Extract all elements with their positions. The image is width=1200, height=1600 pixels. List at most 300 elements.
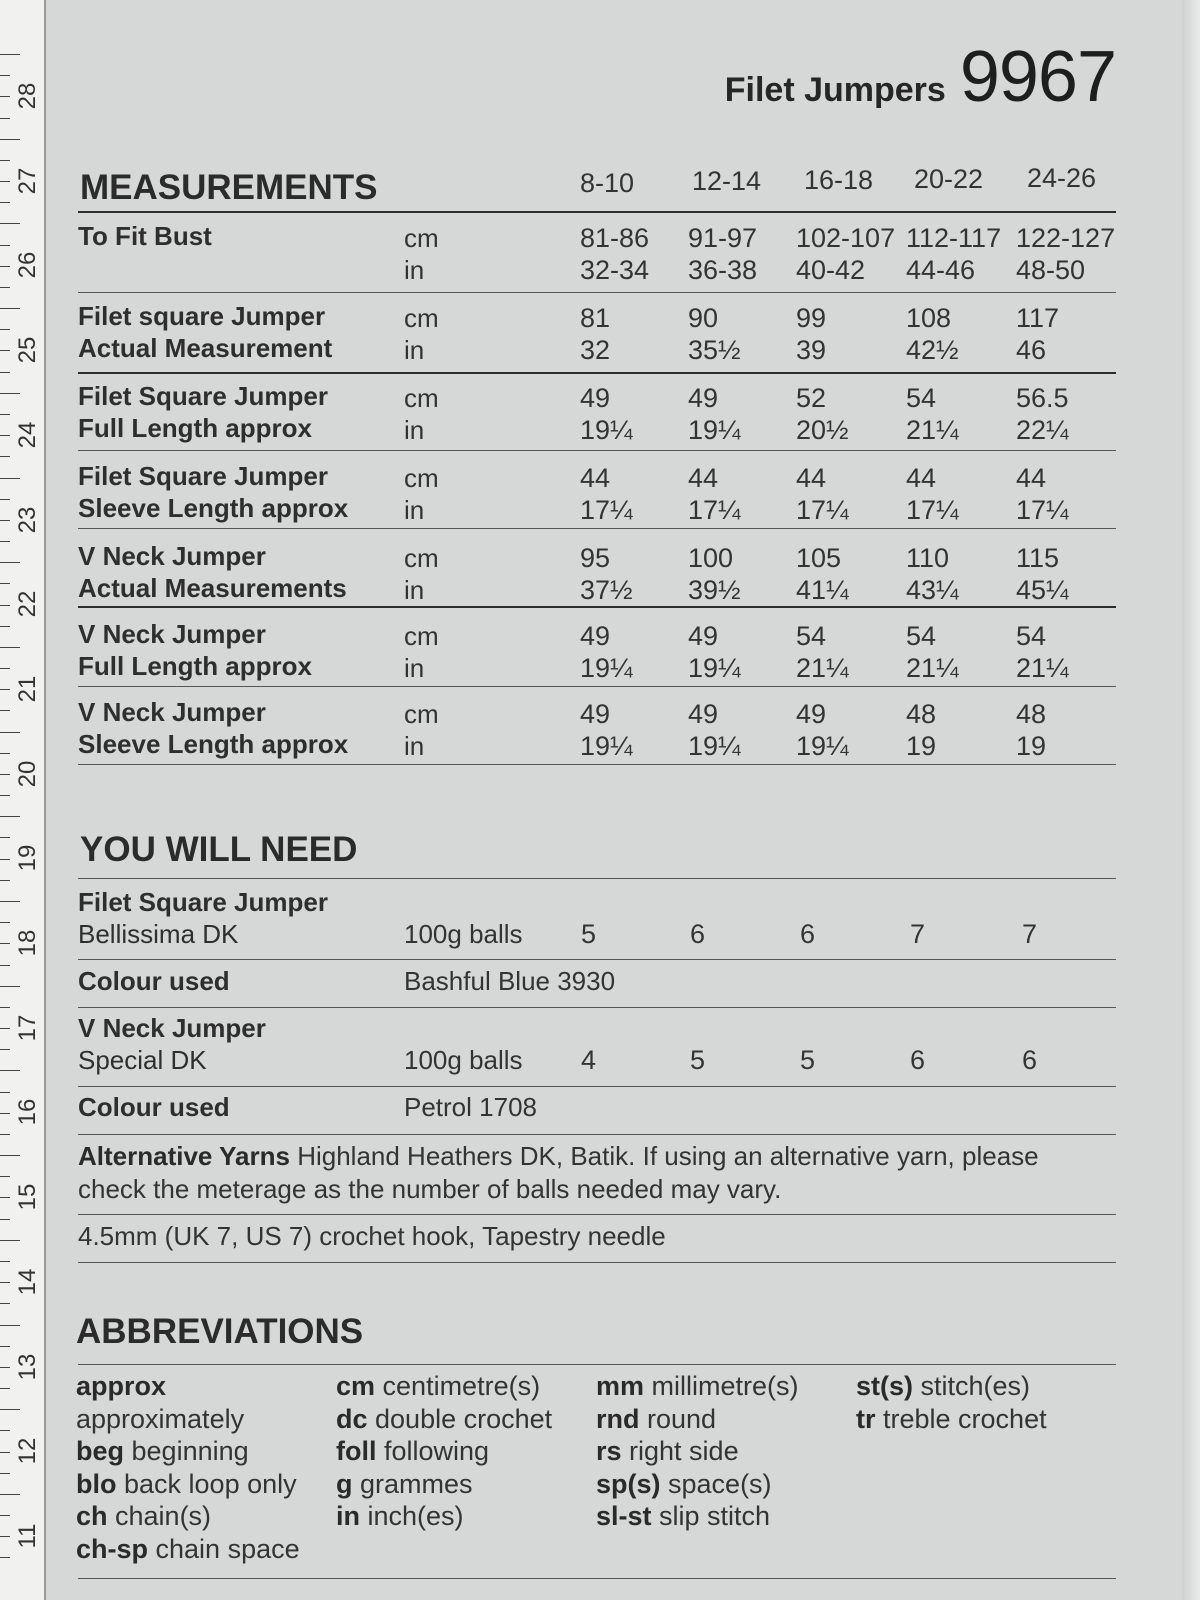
- ruler-tick: [0, 1092, 10, 1093]
- value-in: 19: [906, 731, 937, 761]
- divider: [78, 528, 1116, 529]
- value-in: 17¼: [688, 495, 741, 525]
- ruler-tick: [0, 1409, 20, 1410]
- yarn-name: Special DK: [78, 1045, 207, 1075]
- value-in: 19¼: [688, 415, 741, 445]
- value-cm: 49: [580, 699, 611, 729]
- ruler-number: 21: [14, 675, 41, 703]
- value-cm: 48: [906, 699, 937, 729]
- ruler-tick: [0, 160, 10, 161]
- value-in: 43¼: [906, 575, 959, 605]
- ruler-tick: [0, 1070, 20, 1071]
- abbreviation-item: [336, 1500, 552, 1533]
- unit-label: in: [404, 495, 425, 525]
- ruler-number: 18: [14, 929, 41, 957]
- abbreviation-meaning: chain space: [148, 1533, 300, 1564]
- ruler-tick: [0, 181, 10, 182]
- ruler-tick: [0, 647, 20, 648]
- value-cm: 54: [906, 621, 937, 651]
- abbreviation-meaning: approximately: [76, 1403, 245, 1434]
- measurement-row: [78, 220, 1116, 286]
- abbreviation-meaning: centimetre(s): [375, 1371, 541, 1401]
- value-in: 19¼: [580, 731, 633, 761]
- abbreviation-key: in: [336, 1501, 360, 1531]
- abbreviation-key: sl-st: [596, 1501, 652, 1531]
- abbreviation-key: tr: [856, 1403, 876, 1434]
- value-in: 48-50: [1016, 255, 1086, 285]
- unit-label: cm: [404, 303, 439, 333]
- value-in: 20½: [796, 415, 849, 445]
- abbreviation-item: [76, 1403, 300, 1436]
- page-edge: [1182, 0, 1200, 1600]
- ruler-tick: [0, 1282, 10, 1283]
- value-in: 46: [1016, 335, 1047, 365]
- value-cm: 44: [580, 463, 611, 493]
- value-in: 22¼: [1016, 415, 1069, 445]
- unit-label: cm: [404, 463, 439, 493]
- ruler-tick: [0, 1557, 10, 1558]
- value-cm: 54: [906, 383, 937, 413]
- ruler-number: 17: [14, 1014, 41, 1042]
- abbreviation-meaning: inch(es): [360, 1501, 464, 1531]
- value-in: 42½: [906, 335, 959, 365]
- value-in: 40-42: [796, 255, 866, 285]
- unit-label: cm: [404, 223, 439, 253]
- value-in: 37½: [580, 575, 633, 605]
- ball-count: 5: [581, 919, 597, 949]
- ruler-tick: [0, 753, 10, 754]
- divider: [78, 1007, 1116, 1008]
- ruler-tick: [0, 245, 10, 246]
- divider: [78, 959, 1116, 960]
- ruler-tick: [0, 1134, 10, 1135]
- abbreviation-key: ch: [76, 1501, 108, 1531]
- measurements-heading: MEASUREMENTS: [80, 168, 378, 207]
- abbreviation-key: mm: [596, 1371, 645, 1401]
- ruler-tick: [0, 1367, 10, 1368]
- size-header: 24-26: [1027, 163, 1097, 193]
- unit-label: in: [404, 415, 425, 445]
- ruler-tick: [0, 329, 10, 330]
- value-cm: 49: [796, 699, 827, 729]
- abbreviation-item: [856, 1403, 1047, 1436]
- ruler-tick: [0, 1452, 10, 1453]
- value-in: 19¼: [580, 415, 633, 445]
- abbreviation-key: approx: [76, 1371, 167, 1401]
- ruler-tick: [0, 393, 20, 394]
- value-cm: 44: [796, 463, 827, 493]
- value-cm: 49: [688, 699, 719, 729]
- measurement-row: [78, 380, 1116, 446]
- divider: [78, 1086, 1116, 1087]
- value-cm: 115: [1016, 543, 1060, 573]
- divider: [78, 764, 1116, 765]
- ruler-tick: [0, 1176, 10, 1177]
- value-cm: 52: [796, 383, 827, 413]
- abbreviations-column: [596, 1370, 799, 1533]
- divider: [78, 1214, 1116, 1215]
- value-cm: 48: [1016, 699, 1047, 729]
- abbreviations-heading: ABBREVIATIONS: [76, 1312, 364, 1351]
- ball-count: 7: [1022, 919, 1038, 949]
- colour-value: Petrol 1708: [404, 1092, 537, 1122]
- value-in: 44-46: [906, 255, 976, 285]
- ruler-tick: [0, 795, 10, 796]
- abbreviation-item: [596, 1435, 799, 1468]
- ruler-tick: [0, 626, 10, 627]
- abbreviation-item: [76, 1435, 300, 1468]
- ruler-tick: [0, 75, 10, 76]
- ruler-tick: [0, 202, 10, 203]
- ruler-tick: [0, 922, 10, 923]
- abbreviations-column: [336, 1370, 552, 1533]
- row-label: V Neck Jumper: [78, 697, 266, 727]
- ruler-tick: [0, 837, 10, 838]
- ruler-tick: [0, 732, 20, 733]
- unit-label: in: [404, 335, 425, 365]
- measurement-row: [78, 540, 1116, 606]
- row-label: Sleeve Length approx: [78, 493, 349, 523]
- abbreviation-meaning: following: [376, 1436, 490, 1466]
- yarn-name: Bellissima DK: [78, 919, 239, 949]
- value-cm: 49: [688, 383, 719, 413]
- ruler-number: 26: [14, 252, 41, 279]
- you-will-need-heading: YOU WILL NEED: [80, 830, 358, 869]
- ruler-tick: [0, 668, 10, 669]
- yarn-title: Filet Square Jumper: [78, 887, 328, 917]
- ruler-tick: [0, 520, 10, 521]
- value-cm: 117: [1016, 303, 1060, 333]
- ball-count: 5: [690, 1045, 706, 1075]
- ruler-tick: [0, 139, 20, 140]
- divider: [78, 1578, 1116, 1579]
- abbreviation-item: [336, 1468, 552, 1501]
- abbreviation-item: [76, 1370, 300, 1403]
- unit-label: in: [404, 575, 425, 605]
- ruler-tick: [0, 541, 10, 542]
- ruler-tick: [0, 986, 20, 987]
- row-label: Full Length approx: [78, 413, 312, 443]
- ball-count: 7: [910, 919, 926, 949]
- ruler-tick: [0, 1303, 10, 1304]
- pattern-name: Filet Jumpers: [724, 71, 946, 109]
- ball-count: 6: [910, 1045, 926, 1075]
- value-in: 19¼: [580, 653, 633, 683]
- value-in: 21¼: [906, 415, 959, 445]
- ruler-tick: [0, 1515, 10, 1516]
- ruler-tick: [0, 456, 10, 457]
- yarn-row-filet: [78, 886, 1116, 956]
- abbreviation-item: [336, 1435, 552, 1468]
- value-cm: 49: [580, 621, 611, 651]
- ruler-number: 27: [14, 167, 41, 195]
- value-cm: 99: [796, 303, 827, 333]
- divider: [78, 450, 1116, 451]
- abbreviation-meaning: stitch(es): [913, 1371, 1031, 1401]
- value-cm: 56.5: [1016, 383, 1069, 413]
- ruler-number: 24: [14, 421, 41, 449]
- ruler-tick: [0, 583, 10, 584]
- abbreviation-meaning: chain(s): [107, 1501, 212, 1531]
- ruler-tick: [0, 859, 10, 860]
- row-label: Sleeve Length approx: [78, 729, 349, 759]
- unit-label: in: [404, 653, 425, 683]
- value-cm: 49: [688, 621, 719, 651]
- value-in: 17¼: [906, 495, 959, 525]
- ruler-tick: [0, 880, 10, 881]
- yarn-unit: 100g balls: [404, 919, 523, 949]
- ruler-tick: [0, 1240, 20, 1241]
- value-in: 32: [580, 335, 611, 365]
- ruler-tick: [0, 54, 20, 55]
- ruler-tick: [0, 1007, 10, 1008]
- ruler-tick: [0, 774, 10, 775]
- page-title: [725, 36, 1116, 118]
- abbreviations-column: [76, 1370, 300, 1565]
- ruler-tick: [0, 1197, 10, 1198]
- ruler-number: 11: [14, 1523, 41, 1549]
- value-cm: 54: [796, 621, 827, 651]
- row-label: V Neck Jumper: [78, 619, 266, 649]
- abbreviation-meaning: slip stitch: [651, 1501, 771, 1531]
- value-in: 17¼: [796, 495, 849, 525]
- ruler-tick: [0, 1261, 10, 1262]
- measurement-row: [78, 460, 1116, 526]
- abbreviation-item: [336, 1403, 552, 1436]
- ruler-number: 15: [14, 1183, 41, 1211]
- ruler-tick: [0, 1430, 10, 1431]
- divider: [78, 1364, 1116, 1365]
- value-cm: 44: [906, 463, 937, 493]
- measurement-row: [78, 696, 1116, 762]
- ruler-number: 22: [14, 590, 41, 618]
- ruler-strip: [0, 0, 46, 1600]
- row-label: Filet Square Jumper: [78, 381, 328, 411]
- abbreviation-key: rs: [596, 1436, 622, 1466]
- ruler-tick: [0, 287, 10, 288]
- value-cm: 102-107: [796, 223, 896, 253]
- unit-label: cm: [404, 621, 439, 651]
- abbreviation-meaning: treble crochet: [875, 1403, 1047, 1434]
- divider: [78, 1134, 1116, 1135]
- ruler-tick: [0, 96, 10, 97]
- pattern-sheet: [44, 0, 1182, 1600]
- alt-yarns-text: Highland Heathers DK, Batik. If using an alternative yarn, please: [297, 1141, 1039, 1171]
- colour-value: Bashful Blue 3930: [404, 966, 616, 996]
- abbreviation-meaning: double crochet: [367, 1403, 553, 1434]
- value-in: 17¼: [580, 495, 633, 525]
- abbreviation-meaning: right side: [621, 1436, 739, 1466]
- abbreviation-key: beg: [76, 1436, 125, 1466]
- abbreviation-meaning: millimetre(s): [644, 1371, 799, 1401]
- ruler-number: 20: [14, 760, 41, 787]
- value-in: 21¼: [796, 653, 849, 683]
- value-in: 39½: [688, 575, 741, 605]
- unit-label: cm: [404, 699, 439, 729]
- ruler-tick: [0, 308, 20, 309]
- value-cm: 81: [580, 303, 611, 333]
- yarn-title: V Neck Jumper: [78, 1013, 266, 1043]
- value-cm: 122-127: [1016, 223, 1116, 253]
- ruler-tick: [0, 943, 10, 944]
- abbreviation-meaning: grammes: [352, 1468, 473, 1499]
- value-in: 19¼: [688, 653, 741, 683]
- value-in: 19¼: [796, 731, 849, 761]
- value-cm: 100: [688, 543, 734, 573]
- value-in: 17¼: [1016, 495, 1069, 525]
- measurement-row: [78, 618, 1116, 684]
- ruler-tick: [0, 901, 20, 902]
- value-cm: 44: [688, 463, 719, 493]
- abbreviation-meaning: space(s): [660, 1468, 772, 1499]
- ruler-tick: [0, 1028, 10, 1029]
- value-in: 45¼: [1016, 575, 1069, 605]
- ruler-number: 25: [14, 336, 41, 364]
- size-header: 8-10: [580, 168, 635, 198]
- colour-row-filet: [78, 965, 1116, 1005]
- value-cm: 44: [1016, 463, 1047, 493]
- row-label: Actual Measurements: [78, 573, 347, 603]
- ruler-tick: [0, 1346, 10, 1347]
- value-cm: 105: [796, 543, 842, 573]
- value-in: 19: [1016, 731, 1047, 761]
- abbreviation-key: cm: [336, 1371, 376, 1401]
- row-label: Filet square Jumper: [78, 301, 326, 331]
- row-label: Filet Square Jumper: [78, 461, 328, 491]
- ruler-number: 12: [14, 1437, 41, 1465]
- ruler-tick: [0, 605, 10, 606]
- ruler-tick: [0, 1219, 10, 1220]
- divider: [78, 686, 1116, 687]
- ruler-number: 28: [14, 82, 41, 110]
- alternative-yarns: [78, 1140, 1116, 1206]
- unit-label: in: [404, 731, 425, 761]
- abbreviation-item: [336, 1370, 552, 1403]
- ruler-tick: [0, 350, 10, 351]
- value-cm: 90: [688, 303, 719, 333]
- unit-label: in: [404, 255, 425, 285]
- abbreviation-key: ch-sp: [76, 1533, 149, 1564]
- ruler-tick: [0, 710, 10, 711]
- value-cm: 95: [580, 543, 611, 573]
- divider: [78, 878, 1116, 879]
- value-cm: 49: [580, 383, 611, 413]
- ruler-tick: [0, 816, 20, 817]
- abbreviation-item: [76, 1500, 300, 1533]
- value-in: 39: [796, 335, 827, 365]
- pattern-number: 9967: [959, 37, 1116, 117]
- value-cm: 91-97: [688, 223, 758, 253]
- size-header: 12-14: [692, 166, 762, 196]
- ruler-tick: [0, 435, 10, 436]
- abbreviation-key: dc: [336, 1403, 368, 1434]
- value-in: 19¼: [688, 731, 741, 761]
- unit-label: cm: [404, 383, 439, 413]
- abbreviation-key: foll: [336, 1436, 377, 1466]
- abbreviation-key: sp(s): [596, 1468, 661, 1499]
- ruler-tick: [0, 1325, 20, 1326]
- abbreviation-item: [596, 1468, 799, 1501]
- value-cm: 110: [906, 543, 950, 573]
- abbreviation-item: [76, 1468, 300, 1501]
- row-label: To Fit Bust: [78, 221, 212, 251]
- abbreviation-meaning: back loop only: [116, 1468, 297, 1499]
- abbreviation-item: [76, 1533, 300, 1566]
- yarn-row-vneck: [78, 1012, 1116, 1082]
- abbreviation-meaning: round: [639, 1403, 717, 1434]
- colour-label: Colour used: [78, 966, 230, 996]
- ruler-tick: [0, 1473, 10, 1474]
- ruler-tick: [0, 965, 10, 966]
- ruler-number: 14: [14, 1268, 41, 1296]
- ball-count: 6: [800, 919, 816, 949]
- divider: [78, 372, 1116, 374]
- divider: [78, 606, 1116, 608]
- size-header: 20-22: [914, 164, 984, 194]
- ruler-number: 23: [14, 506, 41, 533]
- ruler-tick: [0, 689, 10, 690]
- ruler-tick: [0, 1494, 20, 1495]
- ruler-number: 13: [14, 1353, 41, 1380]
- colour-label: Colour used: [78, 1092, 230, 1122]
- row-label: Full Length approx: [78, 651, 312, 681]
- ruler-tick: [0, 414, 10, 415]
- ruler-tick: [0, 1388, 10, 1389]
- divider: [78, 292, 1116, 293]
- alt-yarns-label: Alternative Yarns: [78, 1141, 290, 1171]
- abbreviation-item: [596, 1370, 799, 1403]
- ruler-tick: [0, 1049, 10, 1050]
- row-label: V Neck Jumper: [78, 541, 266, 571]
- ruler-tick: [0, 499, 10, 500]
- yarn-unit: 100g balls: [404, 1045, 523, 1075]
- value-in: 32-34: [580, 255, 650, 285]
- measurement-row: [78, 300, 1116, 366]
- value-cm: 112-117: [906, 223, 1002, 253]
- divider: [78, 211, 1116, 213]
- abbreviation-item: [596, 1403, 799, 1436]
- abbreviations-column: [856, 1370, 1047, 1435]
- ball-count: 4: [581, 1045, 597, 1075]
- ruler-number: 19: [14, 844, 41, 872]
- abbreviation-key: rnd: [596, 1403, 640, 1434]
- abbreviation-key: st(s): [856, 1371, 914, 1401]
- ball-count: 5: [800, 1045, 816, 1075]
- abbreviation-key: g: [336, 1468, 353, 1499]
- ruler-tick: [0, 478, 20, 479]
- value-in: 21¼: [906, 653, 959, 683]
- value-in: 21¼: [1016, 653, 1069, 683]
- ball-count: 6: [1022, 1045, 1038, 1075]
- ruler-tick: [0, 1113, 10, 1114]
- ball-count: 6: [690, 919, 706, 949]
- value-in: 35½: [688, 335, 741, 365]
- colour-row-vneck: [78, 1091, 1116, 1131]
- ruler-tick: [0, 266, 10, 267]
- abbreviation-item: [596, 1500, 799, 1533]
- abbreviation-item: [856, 1370, 1047, 1403]
- ruler-number: 16: [14, 1099, 41, 1126]
- value-in: 41¼: [796, 575, 849, 605]
- ruler-tick: [0, 1155, 20, 1156]
- value-cm: 81-86: [580, 223, 650, 253]
- alt-yarns-text: check the meterage as the number of balls needed may vary.: [78, 1174, 782, 1204]
- value-in: 36-38: [688, 255, 758, 285]
- ruler-tick: [0, 372, 10, 373]
- ruler-tick: [0, 1536, 10, 1537]
- ruler-tick: [0, 562, 20, 563]
- value-cm: 54: [1016, 621, 1047, 651]
